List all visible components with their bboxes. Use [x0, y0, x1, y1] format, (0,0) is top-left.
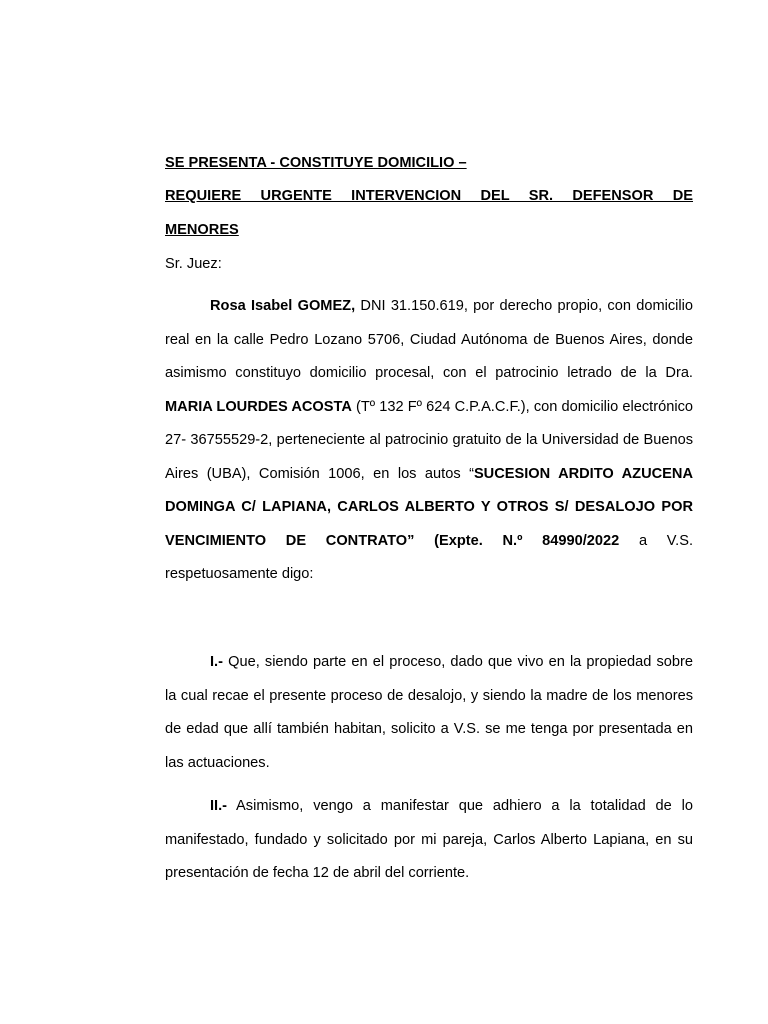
case-title: SUCESION ARDITO AZUCENA DOMINGA C/ LAPIANA, CARLOS ALBERTO Y OTROS S/ DESALOJO POR VENCIMIENTO DE CONTRATO” (Expte. N.º 84990/2022 [165, 465, 693, 549]
petitioner-name: Rosa Isabel GOMEZ, [210, 298, 356, 314]
section-1-label: I.- [210, 654, 223, 670]
heading-line-2 [165, 186, 693, 206]
salutation [165, 248, 693, 281]
heading-title-1: SE PRESENTA - CONSTITUYE DOMICILIO – [165, 155, 467, 171]
section-2-label: II.- [210, 798, 228, 814]
intro-text-2: (Tº 132 Fº 624 C.P.A.C.F.), con domicilio electrónico 27- 36755529-2, perteneciente al patrocinio gratuito de la Universidad de Buenos Aires (UBA), Comisión 1006, en los autos “ [165, 398, 693, 482]
intro-text-3: a V.S. respetuosamente digo: [165, 532, 694, 582]
intro-text-1: DNI 31.150.619, por derecho propio, con domicilio real en la calle Pedro Lozano 5706, Ciudad Autónoma de Buenos Aires, donde asimismo constituyo domicilio procesal, con el patrocinio letrado de la Dra. [165, 298, 693, 381]
heading-line-1 [165, 153, 693, 173]
salutation-text: Sr. Juez: [165, 256, 222, 272]
heading-title-2: REQUIERE URGENTE INTERVENCION DEL SR. DEFENSOR DE [165, 188, 693, 204]
lawyer-name: MARIA LOURDES ACOSTA [165, 398, 352, 415]
intro-paragraph [165, 290, 693, 592]
section-2-paragraph [165, 790, 693, 891]
section-1-paragraph [165, 646, 693, 780]
heading-title-3: MENORES [165, 222, 239, 238]
section-2-text: Asimismo, vengo a manifestar que adhiero a la totalidad de lo manifestado, fundado y solicitado por mi pareja, Carlos Alberto Lapiana, en su presentación de fecha 12 de abril del corriente. [165, 798, 693, 881]
heading-line-3 [165, 220, 693, 240]
section-1-text: Que, siendo parte en el proceso, dado que vivo en la propiedad sobre la cual recae el presente proceso de desalojo, y siendo la madre de los menores de edad que allí también habitan, solicito a V.S. se me tenga por presentada en las actuaciones. [165, 654, 693, 771]
